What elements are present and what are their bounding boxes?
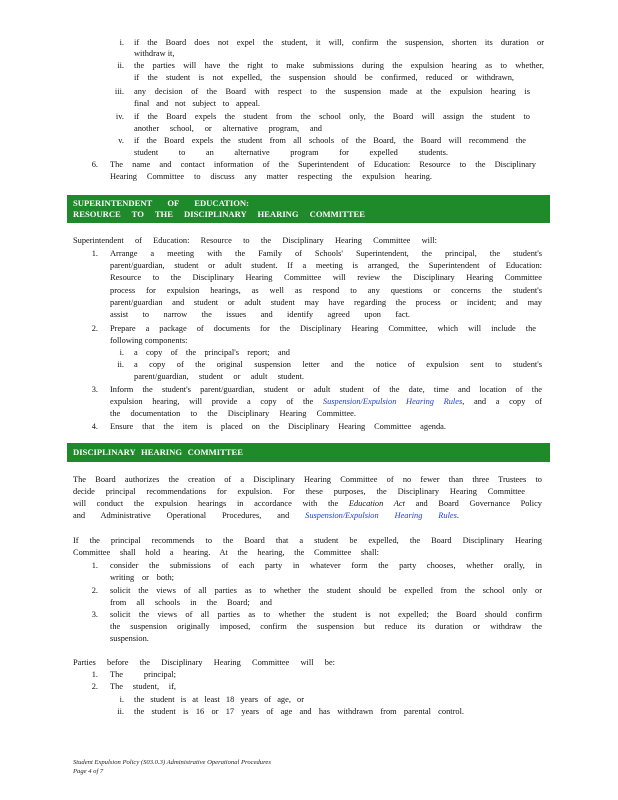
list-item-number: i.	[119, 695, 124, 704]
list-item-text: from all schools in the Board; and	[110, 598, 272, 607]
list-item-text: The name and contact information of the Superintendent of Education: Resource to the Disciplinary	[110, 160, 536, 169]
list-item-text: process for expulsion hearings, as well as respond to any questions or concerns the student's	[110, 286, 542, 295]
list-item-text: another school, or alternative program, and	[134, 124, 322, 133]
paragraph-line: The Board authorizes the creation of a Disciplinary Hearing Committee of no fewer than three Trustees to	[73, 475, 542, 484]
list-item-text: consider the submissions of each party in whatever form the party chooses, whether orally, in	[110, 561, 542, 570]
list-item-text: if the Board expels the student from the school only, the Board will assign the student to	[134, 112, 530, 121]
list-item-text: The student, if,	[110, 682, 176, 691]
list-item-number: 3.	[91, 610, 98, 619]
list-item-number: ii.	[117, 360, 124, 369]
section-banner-superintendent	[67, 195, 550, 223]
paragraph-line: decide principal recommendations for expulsion. For these purposes, the Disciplinary Hearing Committee	[73, 487, 525, 496]
text-segment: will conduct the expulsion hearings in accordance with the	[73, 499, 339, 508]
section-banner-disciplinary-hearing-committee	[67, 443, 550, 462]
list-item-text: a copy of the principal's report; and	[134, 348, 290, 357]
list-item-text: suspension.	[110, 634, 149, 643]
list-item-text: solicit the views of all parties as to whether the student is not expelled; the Board should confirm	[110, 610, 542, 619]
list-item-number: 6.	[91, 160, 98, 169]
list-item-number: 1.	[91, 249, 98, 258]
list-item-text: following components:	[110, 336, 188, 345]
list-item-text: Arrange a meeting with the Family of Schools' Superintendent, the principal, the student's	[110, 249, 542, 258]
paragraph-line: If the principal recommends to the Board that a student be expelled, the Board Disciplinary Hearing	[73, 536, 542, 545]
list-item-text: solicit the views of all parties as to whether the student should be expelled from the school only or	[110, 586, 542, 595]
list-item-number: iv.	[115, 112, 124, 121]
list-item-text: student to an alternative program for expelled students.	[134, 148, 448, 157]
footer-document-title: Student Expulsion Policy (S03.0.3) Administrative Operational Procedures	[73, 759, 271, 766]
list-item-number: 2.	[91, 586, 98, 595]
text-segment: and Administrative Operational Procedures, and	[73, 511, 290, 520]
paragraph-line: Committee shall hold a hearing. At the hearing, the Committee shall:	[73, 548, 379, 557]
list-item-text: Inform the student's parent/guardian, student or adult student of the date, time and location of the	[110, 385, 542, 394]
list-item-number: iii.	[114, 87, 124, 96]
list-item-text: final and not subject to appeal.	[134, 99, 260, 108]
list-item-text: parent/guardian, student or adult student.	[134, 372, 304, 381]
section-banner-subtitle: RESOURCE TO THE DISCIPLINARY HEARING COMMITTEE	[73, 209, 365, 219]
list-item-number: 1.	[91, 561, 98, 570]
text-segment: expulsion hearing, will provide a copy of the	[110, 397, 314, 406]
suspension-expulsion-hearing-rules-link[interactable]: Suspension/Expulsion Hearing Rules	[322, 397, 463, 406]
footer-page-number: Page 4 of 7	[73, 768, 104, 775]
text-segment: , and a copy of	[462, 397, 543, 406]
list-item-text: if the Board does not expel the student, it will, confirm the suspension, shorten its duration or	[134, 38, 544, 47]
list-item-text: any decision of the Board with respect to the suspension made at the expulsion hearing is	[134, 87, 530, 96]
paragraph-line	[73, 510, 459, 522]
text-segment: and Board Governance Policy	[415, 499, 542, 508]
list-item-number: 3.	[91, 385, 98, 394]
list-item-text: if the student is not expelled, the suspension should be confirmed, reduced or withdrawn,	[134, 73, 514, 82]
paragraph-line	[73, 498, 542, 510]
list-item-text: the student is at least 18 years of age, or	[134, 695, 304, 704]
list-item-number: v.	[118, 136, 124, 145]
list-item-text: assist to narrow the issues and identify agreed upon fact.	[110, 310, 410, 319]
list-item-text: The principal;	[110, 670, 176, 679]
list-item-text: the student is 16 or 17 years of age and has withdrawn from parental control.	[134, 707, 464, 716]
list-item-text: parent/guardian, student or adult student. If a meeting is arranged, the Superintendent of Education:	[110, 261, 542, 270]
list-item-number: 4.	[91, 422, 98, 431]
list-item-number: 2.	[91, 324, 98, 333]
list-item-text: Hearing Committee to discuss any matter respecting the expulsion hearing.	[110, 172, 432, 181]
list-item-text: withdraw it,	[134, 49, 175, 58]
list-item-text: Resource to the Disciplinary Hearing Committee will review the Disciplinary Hearing Committee	[110, 273, 542, 282]
list-item-text: writing or both;	[110, 573, 174, 582]
text-segment: .	[456, 511, 459, 520]
list-item-text: Ensure that the item is placed on the Disciplinary Hearing Committee agenda.	[110, 422, 446, 431]
list-item-number: ii.	[117, 61, 124, 70]
section-intro: Superintendent of Education: Resource to the Disciplinary Hearing Committee will:	[73, 236, 437, 245]
list-item-text: a copy of the original suspension letter and the notice of expulsion sent to student's	[134, 360, 542, 369]
list-item-text	[110, 396, 542, 408]
list-item-number: 2.	[91, 682, 98, 691]
section-banner-title: DISCIPLINARY HEARING COMMITTEE	[73, 447, 243, 457]
list-item-text: the suspension originally imposed, confirm the suspension but reduce its duration or withdraw the	[110, 622, 542, 631]
list-item-text: if the Board expels the student from all schools of the Board, the Board will recommend the	[134, 136, 526, 145]
list-item-number: 1.	[91, 670, 98, 679]
paragraph-line: Parties before the Disciplinary Hearing Committee will be:	[73, 658, 335, 667]
list-item-number: ii.	[117, 707, 124, 716]
list-item-text: Prepare a package of documents for the Disciplinary Hearing Committee, which will include the	[110, 324, 536, 333]
list-item-text: the documentation to the Disciplinary Hearing Committee.	[110, 409, 356, 418]
list-item-text: parent/guardian and student or adult student may have regarding the process or incident; and may	[110, 298, 542, 307]
list-item-text: the parties will have the right to make submissions during the expulsion hearing as to whether,	[134, 61, 544, 70]
list-item-number: i.	[119, 348, 124, 357]
text-segment-italic: Education Act	[348, 499, 405, 508]
list-item-number: i.	[119, 38, 124, 47]
section-banner-title: SUPERINTENDENT OF EDUCATION:	[73, 198, 249, 208]
suspension-expulsion-hearing-rules-link[interactable]: Suspension/Expulsion Hearing Rules	[305, 511, 457, 520]
